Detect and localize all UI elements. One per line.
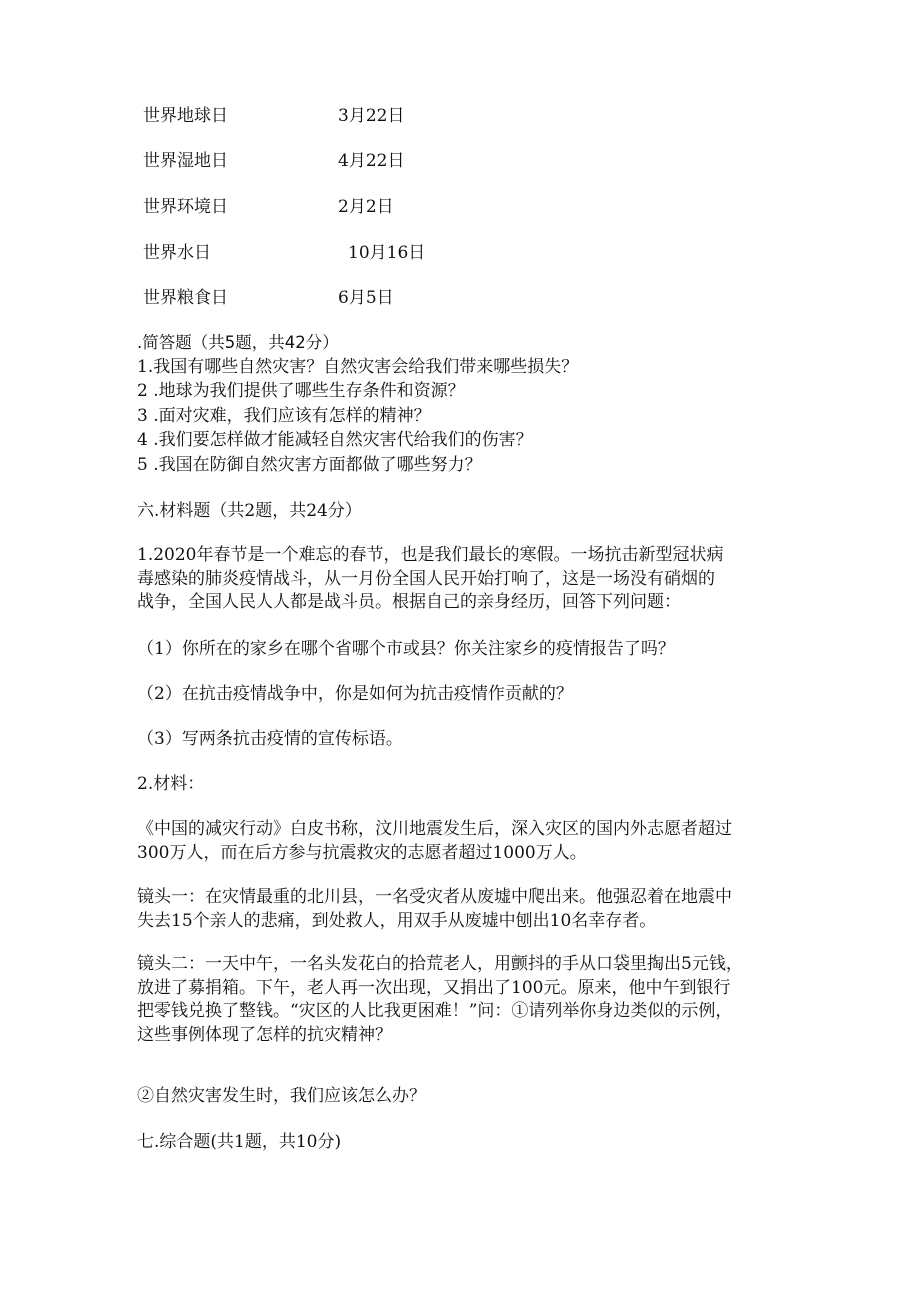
question-item: 5 .我国在防御自然灾害方面都做了哪些努力？ [137, 455, 482, 475]
sub-question-2: （2）在抗击疫情战争中，你是如何为抗击疫情作贡献的？ [137, 684, 573, 704]
question-item: 1.我国有哪些自然灾害？自然灾害会给我们带来哪些损失？ [137, 357, 579, 377]
paragraph-line: 300万人，而在后方参与抗震救灾的志愿者超过1000万人。 [137, 842, 587, 863]
material-question-2-label: 2.材料： [137, 774, 205, 794]
question-item: 3 .面对灾难，我们应该有怎样的精神？ [137, 406, 431, 426]
section-title-comprehensive: 七.综合题(共1题，共10分) [137, 1132, 342, 1152]
material-paragraph-2 [137, 886, 787, 933]
material-question-1 [137, 544, 787, 615]
day-date: 6月5日 [338, 288, 394, 308]
paragraph-line: 《中国的减灾行动》白皮书称，汶川地震发生后，深入灾区的国内外志愿者超过 [137, 819, 732, 839]
paragraph-line: 这些事例体现了怎样的抗灾精神？ [137, 1024, 392, 1045]
question-item: 2 .地球为我们提供了哪些生存条件和资源？ [137, 381, 465, 401]
day-name: 世界粮食日 [143, 288, 228, 308]
paragraph-line: 失去15个亲人的悲痛，到处救人，用双手从废墟中刨出10名幸存者。 [137, 910, 657, 931]
paragraph-line: 放进了募捐箱。下午，老人再一次出现，又捐出了100元。原来，他中午到银行 [137, 977, 731, 998]
sub-question-3: （3）写两条抗击疫情的宣传标语。 [137, 729, 403, 749]
section-title-material: 六.材料题（共2题，共24分） [137, 501, 362, 521]
paragraph-line: 镜头一：在灾情最重的北川县，一名受灾者从废墟中爬出来。他强忍着在地震中 [137, 887, 732, 907]
paragraph-line: 把零钱兑换了整钱。“灾区的人比我更困难！”问：①请列举你身边类似的示例， [137, 1001, 733, 1021]
day-name: 世界水日 [143, 243, 211, 263]
paragraph-line: 镜头二：一天中午，一名头发花白的拾荒老人，用颤抖的手从口袋里掏出5元钱， [137, 954, 743, 974]
day-date: 10月16日 [348, 243, 426, 263]
day-name: 世界环境日 [143, 197, 228, 217]
day-name: 世界地球日 [143, 106, 228, 126]
paragraph-line: 1.2020年春节是一个难忘的春节，也是我们最长的寒假。一场抗击新型冠状病 [137, 545, 724, 565]
section-title-short-answer: .简答题（共5题，共42分） [137, 333, 339, 352]
day-date: 3月22日 [338, 106, 405, 126]
question-item: 4 .我们要怎样做才能减轻自然灾害代给我们的伤害？ [137, 430, 533, 450]
day-name: 世界湿地日 [143, 151, 228, 171]
material-paragraph-3 [137, 953, 787, 1047]
paragraph-line: 毒感染的肺炎疫情战斗，从一月份全国人民开始打响了，这是一场没有硝烟的 [137, 568, 715, 589]
material-question-2-part-2: ②自然灾害发生时，我们应该怎么办？ [137, 1086, 426, 1106]
material-paragraph-1 [137, 818, 787, 865]
sub-question-1: （1）你所在的家乡在哪个省哪个市或县？你关注家乡的疫情报告了吗？ [137, 639, 675, 659]
paragraph-line: 战争，全国人民人人都是战斗员。根据自己的亲身经历，回答下列问题： [137, 592, 681, 612]
day-date: 4月22日 [338, 151, 405, 171]
day-date: 2月2日 [338, 197, 394, 217]
